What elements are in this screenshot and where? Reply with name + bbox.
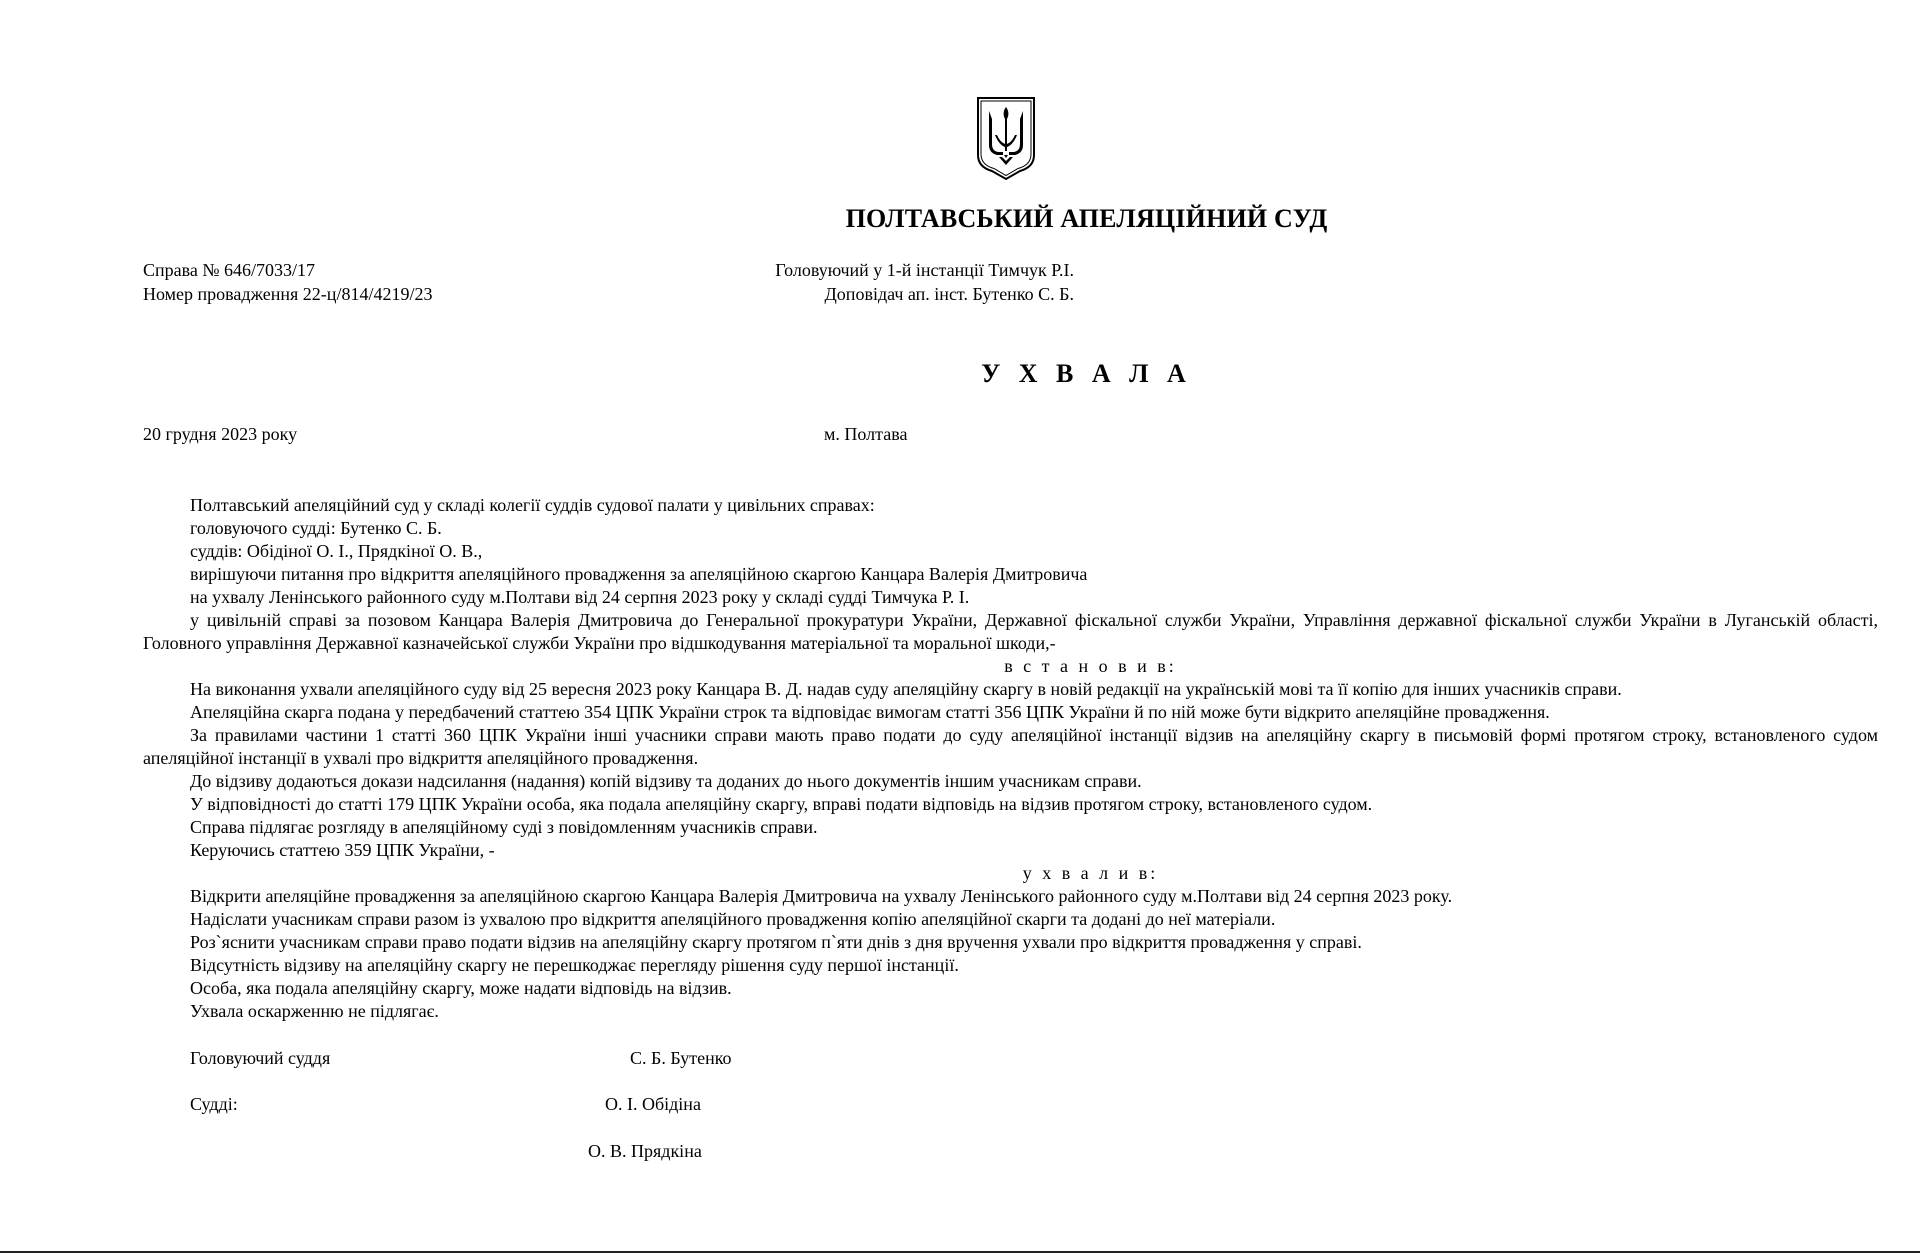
- intro-paragraph: вирішуючи питання про відкриття апеляційного провадження за апеляційною скаргою Канцара Валерія Дмитровича: [190, 564, 1088, 584]
- established-paragraph: Керуючись статтею 359 ЦПК України, -: [190, 840, 495, 860]
- document-date: 20 грудня 2023 року: [143, 424, 298, 444]
- judges-info: [593, 258, 1074, 306]
- ruled-paragraph: Надіслати учасникам справи разом із ухвалою про відкриття апеляційного провадження копію апеляційної скарги та додані до неї матеріали.: [190, 909, 1276, 929]
- document-body: [143, 494, 1878, 1023]
- judge-2-signature-row: [190, 1139, 990, 1163]
- document-city: м. Полтава: [824, 424, 908, 444]
- judges-signature-row: [190, 1092, 990, 1116]
- document-title: У Х В А Л А: [981, 359, 1192, 388]
- presiding-role: Головуючий суддя: [190, 1048, 331, 1068]
- case-number: Справа № 646/7033/17: [143, 260, 316, 280]
- intro-paragraph: суддів: Обідіної О. І., Прядкіної О. В.,: [190, 541, 483, 561]
- established-paragraph: До відзиву додаються докази надсилання (надання) копій відзиву та доданих до нього документів іншим учасникам справи.: [190, 771, 1142, 791]
- intro-paragraph: на ухвалу Ленінського районного суду м.Полтави від 24 серпня 2023 року у складі судді Тимчука Р. І.: [190, 587, 970, 607]
- intro-paragraph: Полтавський апеляційний суд у складі колегії суддів судової палати у цивільних справах:: [190, 495, 875, 515]
- case-identifiers: [143, 258, 432, 306]
- court-name: ПОЛТАВСЬКИЙ АПЕЛЯЦІЙНИЙ СУД: [845, 204, 1328, 233]
- established-paragraph: У відповідності до статті 179 ЦПК України особа, яка подала апеляційну скаргу, вправі подати відповідь на відзив протягом строку, встановленого судом.: [190, 794, 1373, 814]
- intro-paragraph: у цивільній справі за позовом Канцара Валерія Дмитровича до Генеральної прокуратури України, Державної фіскальної служби України, Управління державної фіскальної служби України в Луганській області, Головного управління Державної казначейської служби України про відшкодування матеріальної та моральної шкоди,-: [143, 610, 1878, 653]
- ruled-paragraph: Ухвала оскарженню не підлягає.: [190, 1001, 439, 1021]
- judges-role: Судді:: [190, 1094, 238, 1114]
- ruled-paragraph: Відсутність відзиву на апеляційну скаргу не перешкоджає перегляду рішення суду першої інстанції.: [190, 955, 959, 975]
- trident-emblem-icon: [975, 95, 1037, 181]
- established-paragraph: Справа підлягає розгляду в апеляційному суді з повідомленням учасників справи.: [190, 817, 818, 837]
- presiding-signature-row: [190, 1046, 990, 1070]
- reporting-judge: Доповідач ап. інст. Бутенко С. Б.: [824, 284, 1074, 304]
- intro-paragraph: головуючого судді: Бутенко С. Б.: [190, 518, 442, 538]
- ruled-paragraph: Роз`яснити учасникам справи право подати відзив на апеляційну скаргу протягом п`яти днів з дня вручення ухвали про відкриття провадження у справі.: [190, 932, 1362, 952]
- proceeding-number: Номер провадження 22-ц/814/4219/23: [143, 284, 433, 304]
- presiding-name: С. Б. Бутенко: [630, 1048, 732, 1068]
- established-paragraph: На виконання ухвали апеляційного суду від 25 вересня 2023 року Канцара В. Д. надав суду апеляційну скаргу в новій редакції на українській мові та її копію для інших учасників справи.: [190, 679, 1622, 699]
- ruled-paragraph: Особа, яка подала апеляційну скаргу, може надати відповідь на відзив.: [190, 978, 732, 998]
- judge-1-name: О. І. Обідіна: [605, 1094, 701, 1114]
- established-heading: в с т а н о в и в:: [1004, 656, 1177, 676]
- ruled-heading: у х в а л и в:: [1022, 863, 1159, 883]
- first-instance-judge: Головуючий у 1-й інстанції Тимчук Р.І.: [775, 260, 1074, 280]
- established-paragraph: Апеляційна скарга подана у передбачений статтею 354 ЦПК України строк та відповідає вимогам статті 356 ЦПК України й по ній може бути відкрито апеляційне провадження.: [190, 702, 1550, 722]
- judge-2-name: О. В. Прядкіна: [588, 1141, 702, 1161]
- established-paragraph: За правилами частини 1 статті 360 ЦПК України інші учасники справи мають право подати до суду апеляційної інстанції відзив на апеляційну скаргу в письмовій формі протягом строку, встановленого судом апеляційної інстанції в ухвалі про відкриття апеляційного провадження.: [143, 725, 1878, 768]
- ruled-paragraph: Відкрити апеляційне провадження за апеляційною скаргою Канцара Валерія Дмитровича на ухвалу Ленінського районного суду м.Полтави від 24 серпня 2023 року.: [190, 886, 1453, 906]
